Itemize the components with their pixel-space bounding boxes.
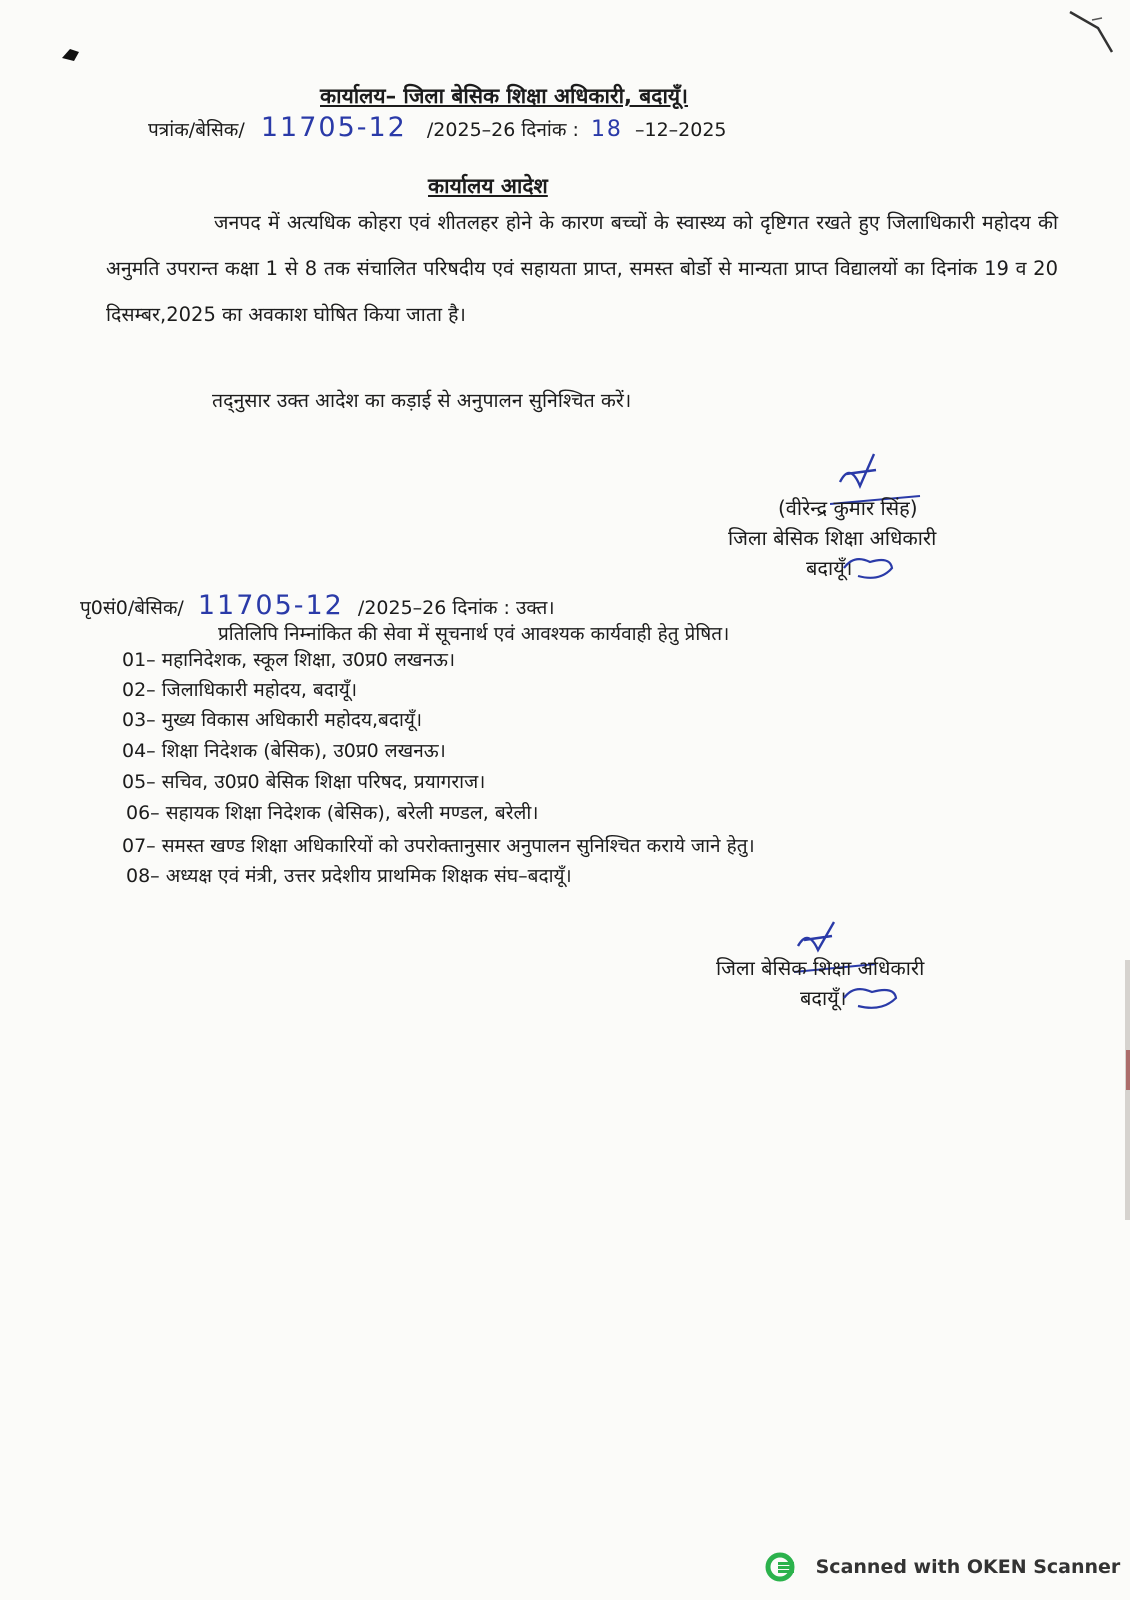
order-title: कार्यालय आदेश (428, 174, 548, 198)
recipient-item: 08– अध्यक्ष एवं मंत्री, उत्तर प्रदेशीय प्राथमिक शिक्षक संघ–बदायूँ। (126, 865, 572, 887)
ref-month-year: –12–2025 (634, 119, 727, 141)
copy-reference-line (80, 590, 555, 621)
ref-year-date-label: /2025–26 दिनांक : (426, 119, 579, 141)
scan-edge-strip (1125, 960, 1130, 1220)
order-instruction: तद्नुसार उक्त आदेश का कड़ाई से अनुपालन सुनिश्चित करें। (212, 389, 632, 412)
recipient-item: 01– महानिदेशक, स्कूल शिक्षा, उ0प्र0 लखनऊ। (122, 649, 456, 671)
office-heading: कार्यालय– जिला बेसिक शिक्षा अधिकारी, बदायूँ। (320, 84, 689, 108)
ref-day-handwritten: 18 (590, 117, 623, 142)
scan-edge-mark (1126, 1050, 1130, 1090)
recipient-item: 07– समस्त खण्ड शिक्षा अधिकारियों को उपरोक्तानुसार अनुपालन सुनिश्चित कराये जाने हेतु। (122, 835, 755, 857)
scanner-watermark (765, 1552, 1120, 1582)
recipient-item: 06– सहायक शिक्षा निदेशक (बेसिक), बरेली मण्डल, बरेली। (126, 802, 539, 824)
signatory-designation-2: जिला बेसिक शिक्षा अधिकारी (716, 956, 925, 980)
signatory-name: (वीरेन्द्र कुमार सिंह) (778, 496, 918, 520)
copy-ref-number-handwritten: 11705-12 (197, 590, 344, 621)
corner-staple-mark (1068, 8, 1118, 58)
ink-blot-mark (60, 46, 82, 64)
signature-flourish (840, 982, 904, 1014)
scanner-text: Scanned with OKEN Scanner (815, 1556, 1121, 1578)
recipient-item: 02– जिलाधिकारी महोदय, बदायूँ। (122, 679, 358, 701)
ref-number-handwritten: 11705-12 (260, 112, 407, 143)
signatory-designation: जिला बेसिक शिक्षा अधिकारी (728, 526, 937, 550)
ref-prefix: पत्रांक/बेसिक/ (148, 119, 245, 141)
scanner-logo-icon (765, 1552, 799, 1582)
recipient-item: 03– मुख्य विकास अधिकारी महोदय,बदायूँ। (122, 709, 423, 731)
copy-intro: प्रतिलिपि निम्नांकित की सेवा में सूचनार्थ एवं आवश्यक कार्यवाही हेतु प्रेषित। (218, 623, 730, 645)
copy-ref-suffix: /2025–26 दिनांक : उक्त। (357, 597, 555, 619)
order-body: जनपद में अत्यधिक कोहरा एवं शीतलहर होने के कारण बच्चों के स्वास्थ्य को दृष्टिगत रखते हुए जिलाधिकारी महोदय की अनुमति उपरान्त कक्षा 1 से 8 तक संचालित परिषदीय एवं सहायता प्राप्त, समस्त बोर्डो से मान्यता प्राप्त विद्यालयों का दिनांक 19 व 20 दिसम्बर,2025 का अवकाश घोषित किया जाता है। (106, 211, 1058, 326)
recipient-item: 05– सचिव, उ0प्र0 बेसिक शिक्षा परिषद, प्रयागराज। (122, 771, 486, 793)
signature-flourish (840, 552, 900, 584)
reference-line (148, 112, 727, 143)
signatory-place: बदायूँ। (806, 556, 853, 580)
signatory-place-2: बदायूँ। (800, 986, 847, 1010)
copy-ref-prefix: पृ0सं0/बेसिक/ (80, 597, 184, 619)
recipient-item: 04– शिक्षा निदेशक (बेसिक), उ0प्र0 लखनऊ। (122, 740, 446, 762)
